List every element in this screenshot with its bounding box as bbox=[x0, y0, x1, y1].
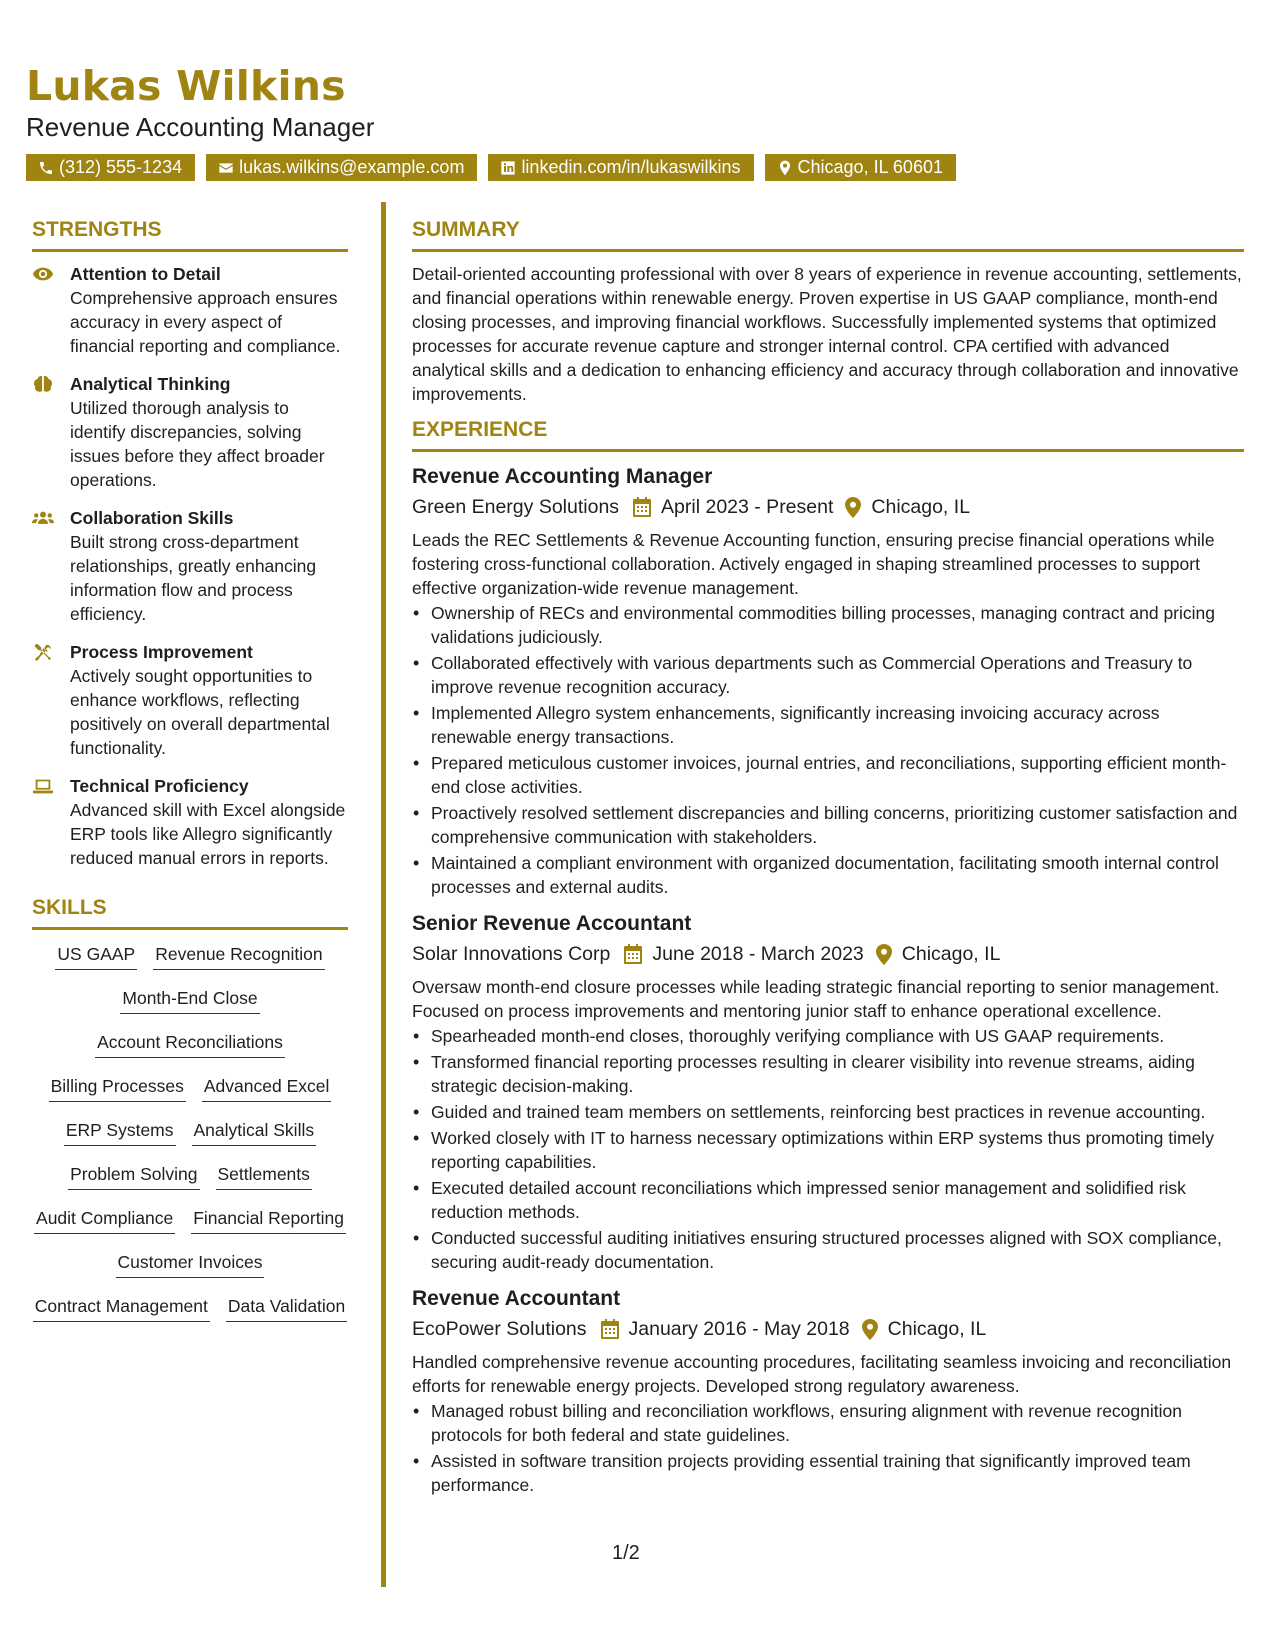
contact-text: Chicago, IL 60601 bbox=[797, 157, 943, 177]
summary-heading: SUMMARY bbox=[412, 216, 1244, 252]
job-location: Chicago, IL bbox=[901, 943, 1001, 965]
contact-phone[interactable] bbox=[26, 154, 195, 181]
job-meta bbox=[412, 939, 1244, 969]
bullet-item: • Worked closely with IT to harness necessary optimizations within ERP systems thus promoting timely reporting capabilities. bbox=[412, 1126, 1244, 1174]
job-entry bbox=[412, 462, 1244, 899]
contact-email[interactable] bbox=[206, 154, 477, 181]
bullet-item: • Prepared meticulous customer invoices, journal entries, and reconciliations, supporting efficient month-end close activities. bbox=[412, 751, 1244, 799]
strength-title: Process Improvement bbox=[70, 642, 253, 662]
job-description: Oversaw month-end closure processes while leading strategic financial reporting to senior management. Focused on process improvements and mentoring junior staff to enhance operational excellence. bbox=[412, 977, 1220, 1021]
skill-tag: Advanced Excel bbox=[202, 1074, 332, 1102]
bullet-item: • Spearheaded month-end closes, thoroughly verifying compliance with US GAAP requirements. bbox=[412, 1024, 1244, 1048]
job-company: EcoPower Solutions bbox=[412, 1318, 587, 1340]
column-divider bbox=[381, 202, 386, 1587]
strength-desc: Utilized thorough analysis to identify discrepancies, solving issues before they affect broader operations. bbox=[70, 398, 325, 490]
skill-tag: US GAAP bbox=[55, 942, 137, 970]
skill-tag: Analytical Skills bbox=[192, 1118, 317, 1146]
right-column bbox=[412, 216, 1244, 1507]
skill-tag: Data Validation bbox=[226, 1294, 347, 1322]
experience-heading: EXPERIENCE bbox=[412, 416, 1244, 452]
skill-tag: Financial Reporting bbox=[191, 1206, 346, 1234]
skill-tag: Month-End Close bbox=[120, 986, 259, 1014]
bullet-item: • Implemented Allegro system enhancements, significantly increasing invoicing accuracy across renewable energy transactions. bbox=[412, 701, 1244, 749]
job-title: Revenue Accountant bbox=[412, 1287, 621, 1310]
job-description: Handled comprehensive revenue accounting procedures, facilitating seamless invoicing and reconciliation efforts for renewable energy projects. Developed strong regulatory awareness. bbox=[412, 1352, 1232, 1396]
skill-tag: Customer Invoices bbox=[116, 1250, 265, 1278]
strength-desc: Advanced skill with Excel alongside ERP tools like Allegro significantly reduced manual errors in reports. bbox=[70, 800, 346, 868]
skill-tag: Problem Solving bbox=[68, 1162, 199, 1190]
calendar-icon bbox=[601, 1319, 619, 1339]
bullet-item: • Conducted successful auditing initiatives ensuring structured processes aligned with SOX compliance, securing audit-ready documentation. bbox=[412, 1226, 1244, 1274]
laptop-icon bbox=[32, 777, 54, 795]
bullet-item: • Proactively resolved settlement discrepancies and billing concerns, prioritizing customer satisfaction and comprehensive communication with stakeholders. bbox=[412, 801, 1244, 849]
job-entry bbox=[412, 1284, 1244, 1497]
bullet-item: • Assisted in software transition projects providing essential training that significantly improved team performance. bbox=[412, 1449, 1244, 1497]
strength-desc: Comprehensive approach ensures accuracy in every aspect of financial reporting and compliance. bbox=[70, 288, 341, 356]
tools-icon bbox=[32, 643, 54, 661]
resume-header bbox=[26, 62, 1249, 181]
job-entry bbox=[412, 909, 1244, 1274]
job-location: Chicago, IL bbox=[887, 1318, 987, 1340]
envelope-icon bbox=[218, 160, 234, 176]
strength-title: Collaboration Skills bbox=[70, 508, 234, 528]
job-company: Solar Innovations Corp bbox=[412, 943, 611, 965]
strength-title: Analytical Thinking bbox=[70, 374, 231, 394]
bullet-item: • Executed detailed account reconciliations which impressed senior management and solidified risk reduction methods. bbox=[412, 1176, 1244, 1224]
strength-item bbox=[32, 640, 348, 760]
skill-tag: Billing Processes bbox=[49, 1074, 186, 1102]
eye-icon bbox=[32, 265, 54, 283]
contact-linkedin[interactable] bbox=[488, 154, 753, 181]
strengths-heading: STRENGTHS bbox=[32, 216, 348, 252]
job-bullets bbox=[412, 1399, 1244, 1497]
skill-tag: Contract Management bbox=[33, 1294, 210, 1322]
strength-item bbox=[32, 506, 348, 626]
calendar-icon bbox=[624, 944, 642, 964]
job-dates: January 2016 - May 2018 bbox=[628, 1318, 850, 1340]
calendar-icon bbox=[633, 497, 651, 517]
location-pin-icon bbox=[876, 944, 892, 965]
skill-tag: Audit Compliance bbox=[34, 1206, 175, 1234]
skills-heading: SKILLS bbox=[32, 894, 348, 930]
contact-location bbox=[765, 154, 956, 181]
contact-text: linkedin.com/in/lukaswilkins bbox=[521, 157, 741, 177]
job-title: Revenue Accounting Manager bbox=[412, 465, 713, 488]
skill-tag: Settlements bbox=[216, 1162, 312, 1190]
strength-title: Attention to Detail bbox=[70, 264, 221, 284]
bullet-item: • Collaborated effectively with various departments such as Commercial Operations and Treasury to improve revenue recognition accuracy. bbox=[412, 651, 1244, 699]
bullet-item: • Transformed financial reporting processes resulting in clearer visibility into revenue streams, aiding strategic decision-making. bbox=[412, 1050, 1244, 1098]
job-dates: April 2023 - Present bbox=[661, 496, 834, 518]
strength-item bbox=[32, 774, 348, 870]
skill-tag: Revenue Recognition bbox=[153, 942, 324, 970]
strength-desc: Built strong cross-department relationships, greatly enhancing information flow and process efficiency. bbox=[70, 532, 317, 624]
candidate-title: Revenue Accounting Manager bbox=[26, 112, 375, 142]
location-pin-icon bbox=[777, 160, 793, 176]
phone-icon bbox=[38, 160, 54, 176]
strength-item bbox=[32, 262, 348, 358]
job-location: Chicago, IL bbox=[871, 496, 971, 518]
job-meta bbox=[412, 492, 1244, 522]
skill-tag: Account Reconciliations bbox=[95, 1030, 285, 1058]
brain-icon bbox=[32, 375, 54, 393]
job-title: Senior Revenue Accountant bbox=[412, 912, 692, 935]
job-company: Green Energy Solutions bbox=[412, 496, 620, 518]
strength-desc: Actively sought opportunities to enhance workflows, reflecting positively on overall departmental functionality. bbox=[70, 666, 330, 758]
bullet-item: • Guided and trained team members on settlements, reinforcing best practices in revenue accounting. bbox=[412, 1100, 1244, 1124]
left-column bbox=[32, 216, 348, 1338]
contact-text: (312) 555-1234 bbox=[59, 157, 183, 177]
summary-text: Detail-oriented accounting professional with over 8 years of experience in revenue accounting, settlements, and financial operations within renewable energy. Proven expertise in US GAAP compliance, month-end closing processes, and improving financial workflows. Successfully implemented systems that optimized processes for accurate revenue capture and stronger internal control. CPA certified with advanced analytical skills and a dedication to enhancing efficiency and accuracy through collaboration and innovative improvements. bbox=[412, 264, 1242, 404]
contact-text: lukas.wilkins@example.com bbox=[239, 157, 465, 177]
contact-bar bbox=[26, 154, 1249, 181]
candidate-name: Lukas Wilkins bbox=[26, 62, 346, 110]
job-dates: June 2018 - March 2023 bbox=[652, 943, 864, 965]
bullet-item: • Maintained a compliant environment with organized documentation, facilitating smooth internal control processes and external audits. bbox=[412, 851, 1244, 899]
linkedin-icon bbox=[500, 160, 516, 176]
location-pin-icon bbox=[845, 497, 861, 518]
bullet-item: • Ownership of RECs and environmental commodities billing processes, managing contract and pricing validations judiciously. bbox=[412, 601, 1244, 649]
job-meta bbox=[412, 1314, 1244, 1344]
job-bullets bbox=[412, 601, 1244, 899]
strength-title: Technical Proficiency bbox=[70, 776, 249, 796]
users-icon bbox=[32, 509, 54, 527]
skill-tag: ERP Systems bbox=[64, 1118, 176, 1146]
skills-list bbox=[32, 942, 348, 1338]
bullet-item: • Managed robust billing and reconciliation workflows, ensuring alignment with revenue recognition protocols for both federal and state guidelines. bbox=[412, 1399, 1244, 1447]
strength-item bbox=[32, 372, 348, 492]
job-description: Leads the REC Settlements & Revenue Accounting function, ensuring precise financial operations while fostering cross-functional collaboration. Actively engaged in shaping streamlined processes to support effective organization-wide revenue management. bbox=[412, 530, 1215, 598]
job-bullets bbox=[412, 1024, 1244, 1274]
page-number: 1/2 bbox=[612, 1542, 640, 1564]
location-pin-icon bbox=[862, 1319, 878, 1340]
